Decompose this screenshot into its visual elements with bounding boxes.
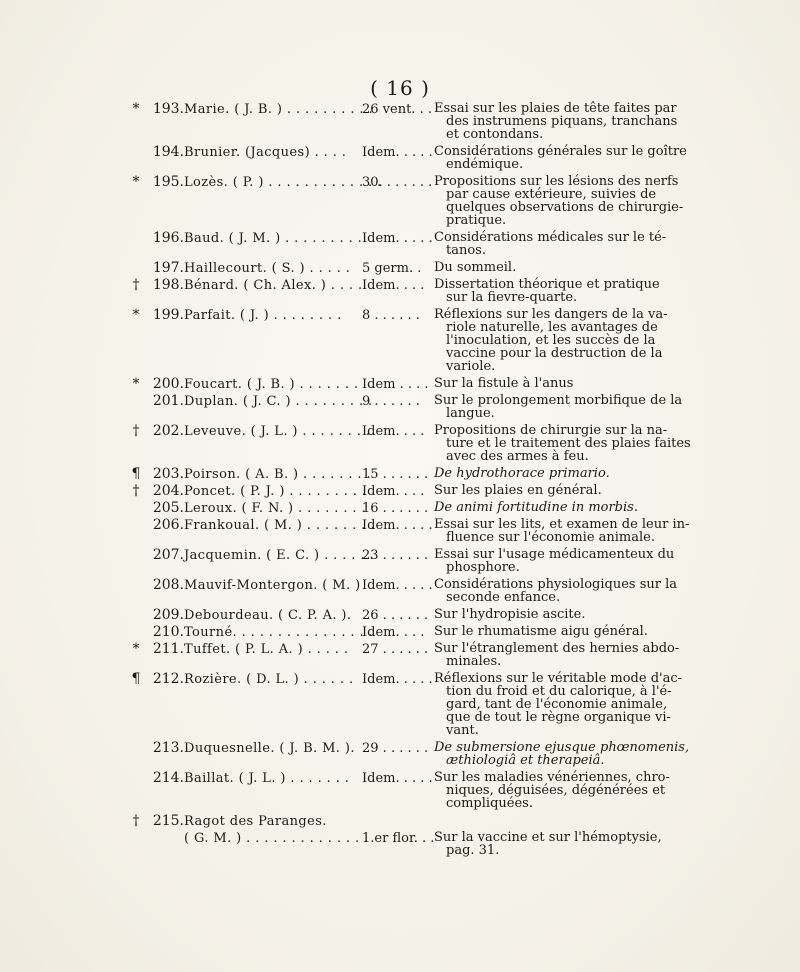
title-line: pag. 31. bbox=[446, 843, 500, 858]
title-line: ture et le traitement des plaies faites bbox=[446, 436, 691, 451]
thesis-title bbox=[434, 517, 690, 545]
thesis-title bbox=[434, 547, 675, 575]
title-line: Sur les maladies vénériennes, chro- bbox=[434, 770, 670, 785]
defense-date: 29 . . . . . . bbox=[362, 741, 429, 756]
entry-mark: † bbox=[132, 483, 140, 499]
title-line: que de tout le règne organique vi- bbox=[446, 710, 671, 725]
title-line: Sur la vaccine et sur l'hémoptysie, bbox=[434, 830, 662, 845]
title-line: Sur l'étranglement des hernies abdo- bbox=[434, 641, 680, 656]
entry-number: 196. bbox=[152, 230, 184, 246]
entry-mark: ¶ bbox=[131, 671, 141, 687]
author-name: Lozès. ( P. ) . . . . . . . . . . . . . bbox=[184, 175, 382, 190]
defense-date: 26 vent. . . bbox=[362, 102, 432, 117]
thesis-title bbox=[434, 770, 670, 811]
entry-number: 212. bbox=[152, 671, 184, 687]
title-line: Réflexions sur les dangers de la va- bbox=[434, 307, 668, 322]
thesis-title bbox=[434, 423, 691, 464]
author-name: Foucart. ( J. B. ) . . . . . . . bbox=[184, 377, 359, 392]
title-line: pratique. bbox=[446, 213, 507, 228]
defense-date: 30. . . . . . . bbox=[362, 175, 433, 190]
title-line: Sur l'hydropisie ascite. bbox=[434, 607, 586, 622]
title-line: tanos. bbox=[446, 243, 486, 258]
thesis-title bbox=[434, 144, 687, 172]
entry-number: 213. bbox=[152, 740, 184, 756]
entry-number: 209. bbox=[152, 607, 184, 623]
title-line: par cause extérieure, suivies de bbox=[446, 187, 657, 202]
title-line: Du sommeil. bbox=[434, 260, 517, 275]
defense-date: Idem. . . . . bbox=[362, 578, 433, 593]
title-line: riole naturelle, les avantages de bbox=[446, 320, 658, 335]
thesis-title bbox=[434, 230, 667, 258]
entry-number: 199. bbox=[152, 307, 184, 323]
title-line: l'inoculation, et les succès de la bbox=[446, 333, 656, 348]
thesis-title bbox=[434, 307, 668, 374]
title-line: fluence sur l'économie animale. bbox=[446, 530, 655, 545]
author-name: Rozière. ( D. L. ) . . . . . . bbox=[184, 672, 354, 687]
entry-mark: † bbox=[132, 813, 140, 829]
title-line: Sur les plaies en général. bbox=[434, 483, 602, 498]
title-line: Sur le prolongement morbifique de la bbox=[434, 393, 683, 408]
entry-number: 195. bbox=[152, 174, 184, 190]
thesis-title bbox=[434, 641, 680, 669]
thesis-title bbox=[434, 261, 662, 274]
thesis-title bbox=[434, 671, 683, 738]
author-name: Baud. ( J. M. ) . . . . . . . . . bbox=[184, 231, 363, 246]
entry-mark: * bbox=[132, 174, 140, 190]
title-line: Essai sur les lits, et examen de leur in- bbox=[434, 517, 690, 532]
author-name: Bénard. ( Ch. Alex. ) . . . . bbox=[184, 278, 363, 293]
title-line: minales. bbox=[446, 654, 502, 669]
page-number: ( 16 ) bbox=[370, 76, 430, 100]
defense-date: Idem. . . . bbox=[362, 484, 425, 499]
author-name: ( G. M. ) . . . . . . . . . . . . . . bbox=[184, 831, 369, 846]
entry-number: 197. bbox=[152, 260, 184, 276]
author-name: Ragot des Paranges. bbox=[184, 814, 327, 829]
author-name: Duplan. ( J. C. ) . . . . . . . . . bbox=[184, 394, 373, 409]
author-name: Haillecourt. ( S. ) . . . . . bbox=[184, 261, 351, 276]
title-line: Essai sur l'usage médicamenteux du bbox=[434, 547, 675, 562]
defense-date: Idem. . . . . bbox=[362, 672, 433, 687]
title-line: De submersione ejusque phœnomenis, bbox=[434, 740, 690, 755]
title-line: endémique. bbox=[446, 157, 524, 172]
entry-number: 205. bbox=[152, 500, 184, 516]
entry-number: 214. bbox=[152, 770, 184, 786]
entry-number: 215. bbox=[152, 813, 184, 829]
title-line: niques, déguisées, dégénérées et bbox=[446, 783, 666, 798]
entry-number: 202. bbox=[152, 423, 184, 439]
entry-number: 200. bbox=[152, 376, 184, 392]
defense-date: 16 . . . . . . bbox=[362, 501, 429, 516]
author-name: Jacquemin. ( E. C. ) . . . . . . bbox=[184, 548, 374, 563]
title-line: Sur la fistule à l'anus bbox=[434, 376, 574, 391]
thesis-title bbox=[434, 101, 678, 142]
title-line: Propositions sur les lésions des nerfs bbox=[434, 174, 679, 189]
title-line: gard, tant de l'économie animale, bbox=[446, 697, 668, 712]
defense-date: Idem. . . . . bbox=[362, 145, 433, 160]
thesis-title bbox=[434, 608, 662, 621]
thesis-title bbox=[434, 484, 662, 497]
entry-mark: † bbox=[132, 277, 140, 293]
title-line: Considérations physiologiques sur la bbox=[434, 577, 677, 592]
defense-date: 5 germ. . bbox=[362, 261, 422, 276]
title-line: avec des armes à feu. bbox=[446, 449, 589, 464]
title-line: compliquées. bbox=[446, 796, 533, 811]
entry-number: 203. bbox=[152, 466, 184, 482]
thesis-title bbox=[434, 467, 662, 480]
author-name: Duquesnelle. ( J. B. M. ). bbox=[184, 741, 355, 756]
defense-date: 26 . . . . . . bbox=[362, 608, 429, 623]
title-line: Propositions de chirurgie sur la na- bbox=[434, 423, 668, 438]
defense-date: Idem . . . . bbox=[362, 377, 429, 392]
defense-date: 9 . . . . . . bbox=[362, 394, 420, 409]
thesis-title bbox=[434, 625, 662, 638]
entry-number: 198. bbox=[152, 277, 184, 293]
author-name: Tourné. . . . . . . . . . . . . . . . bbox=[184, 625, 374, 640]
entry-number: 211. bbox=[152, 641, 184, 657]
title-line: seconde enfance. bbox=[446, 590, 561, 605]
title-line: Essai sur les plaies de tête faites par bbox=[434, 101, 677, 116]
title-line: vant. bbox=[446, 723, 479, 738]
author-name: Frankoual. ( M. ) . . . . . . . . bbox=[184, 518, 375, 533]
entry-number: 210. bbox=[152, 624, 184, 640]
entry-number: 194. bbox=[152, 144, 184, 160]
thesis-title bbox=[434, 740, 690, 768]
author-name: Mauvif-Montergon. ( M. ) bbox=[184, 578, 361, 593]
title-line: tion du froid et du calorique, à l'é- bbox=[446, 684, 672, 699]
entry-number: 206. bbox=[152, 517, 184, 533]
title-line: De animi fortitudine in morbis. bbox=[434, 500, 638, 515]
title-line: Considérations médicales sur le té- bbox=[434, 230, 667, 245]
defense-date: Idem. . . . bbox=[362, 278, 425, 293]
author-name: Leroux. ( F. N. ) . . . . . . . . bbox=[184, 501, 366, 516]
entry-mark: * bbox=[132, 641, 140, 657]
title-line: quelques observations de chirurgie- bbox=[446, 200, 684, 215]
defense-date: 1.er flor. . . bbox=[362, 831, 435, 846]
thesis-title bbox=[434, 577, 677, 605]
entry-mark: ¶ bbox=[131, 466, 141, 482]
entry-mark: * bbox=[132, 307, 140, 323]
author-name: Poirson. ( A. B. ) . . . . . . . . bbox=[184, 467, 372, 482]
entry-number: 207. bbox=[152, 547, 184, 563]
thesis-title bbox=[434, 377, 662, 390]
entry-number: 193. bbox=[152, 101, 184, 117]
author-name: Brunier. (Jacques) . . . . bbox=[184, 145, 347, 160]
defense-date: Idem. . . . . bbox=[362, 771, 433, 786]
thesis-title bbox=[434, 831, 662, 857]
author-name: Parfait. ( J. ) . . . . . . . . bbox=[184, 308, 342, 323]
thesis-title bbox=[434, 174, 684, 228]
entry-mark: † bbox=[132, 423, 140, 439]
title-line: Dissertation théorique et pratique bbox=[434, 277, 660, 292]
title-line: Réflexions sur le véritable mode d'ac- bbox=[434, 671, 683, 686]
title-line: vaccine pour la destruction de la bbox=[446, 346, 663, 361]
title-line: langue. bbox=[446, 406, 495, 421]
entry-number: 201. bbox=[152, 393, 184, 409]
thesis-title bbox=[434, 501, 662, 514]
defense-date: Idem. . . . bbox=[362, 625, 425, 640]
title-line: variole. bbox=[446, 359, 496, 374]
entry-mark: * bbox=[132, 101, 140, 117]
author-name: Debourdeau. ( C. P. A. ). bbox=[184, 608, 352, 623]
title-line: sur la fievre-quarte. bbox=[446, 290, 578, 305]
author-name: Tuffet. ( P. L. A. ) . . . . . bbox=[184, 642, 349, 657]
author-name: Leveuve. ( J. L. ) . . . . . . . . bbox=[184, 424, 371, 439]
thesis-title bbox=[434, 278, 662, 304]
entry-number: 204. bbox=[152, 483, 184, 499]
defense-date: Idem. . . . . bbox=[362, 518, 433, 533]
defense-date: 15 . . . . . . bbox=[362, 467, 429, 482]
author-name: Marie. ( J. B. ) . . . . . . . . . . bbox=[184, 102, 373, 117]
author-name: Poncet. ( P. J. ) . . . . . . . . . bbox=[184, 484, 367, 499]
title-line: De hydrothorace primario. bbox=[434, 466, 610, 481]
defense-date: 23 . . . . . . bbox=[362, 548, 429, 563]
thesis-title bbox=[434, 393, 683, 421]
defense-date: Idem. . . . bbox=[362, 424, 425, 439]
defense-date: Idem. . . . . bbox=[362, 231, 433, 246]
title-line: et contondans. bbox=[446, 127, 544, 142]
title-line: Sur le rhumatisme aigu général. bbox=[434, 624, 648, 639]
defense-date: 8 . . . . . . bbox=[362, 308, 420, 323]
title-line: des instrumens piquans, tranchans bbox=[446, 114, 678, 129]
title-line: æthiologiâ et therapeiâ. bbox=[446, 753, 605, 768]
author-name: Baillat. ( J. L. ) . . . . . . . bbox=[184, 771, 350, 786]
title-line: Considérations générales sur le goître bbox=[434, 144, 687, 159]
title-line: phosphore. bbox=[446, 560, 520, 575]
entry-number: 208. bbox=[152, 577, 184, 593]
defense-date: 27 . . . . . . bbox=[362, 642, 429, 657]
entry-mark: * bbox=[132, 376, 140, 392]
